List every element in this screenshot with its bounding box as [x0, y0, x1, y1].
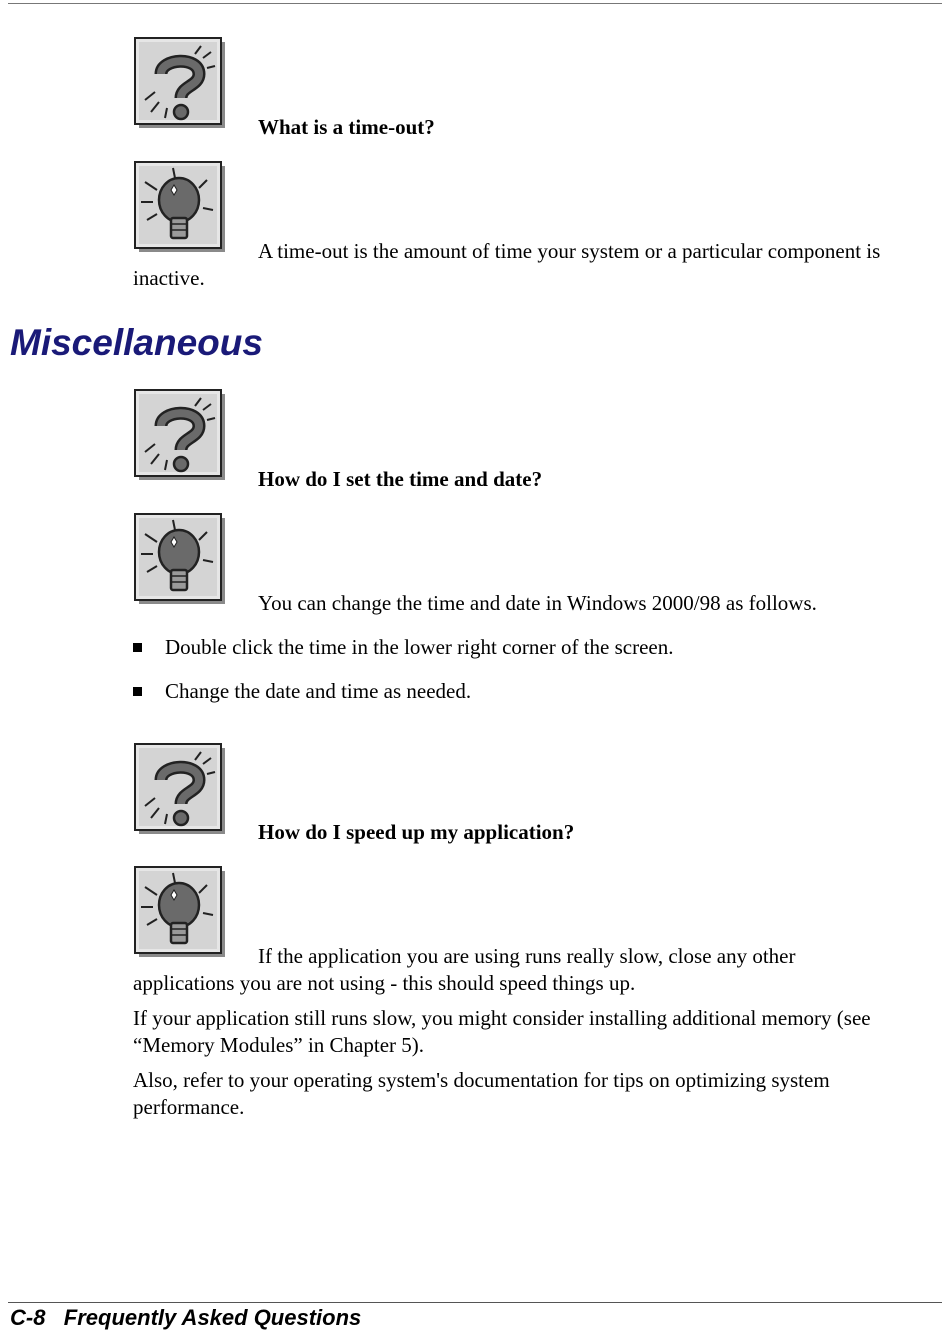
faq-answer-speed-line1: If the application you are using runs really slow, close any other — [258, 944, 796, 968]
faq-question-timeout: What is a time-out? — [258, 115, 435, 139]
list-item-text: Change the date and time as needed. — [165, 679, 472, 703]
bullet-square-icon — [133, 643, 142, 652]
page-number: C-8 — [10, 1305, 46, 1330]
paragraph-os-docs-line2: performance. — [133, 1095, 245, 1119]
section-heading: Miscellaneous — [10, 322, 263, 363]
paragraph-memory-line1: If your application still runs slow, you might consider installing additional memory (see — [133, 1006, 871, 1030]
faq-question-time-date: How do I set the time and date? — [258, 467, 543, 491]
question-mark-icon — [133, 388, 227, 482]
faq-answer-time-date: You can change the time and date in Windows 2000/98 as follows. — [258, 591, 817, 615]
faq-question-speed: How do I speed up my application? — [258, 820, 575, 844]
list-item-text: Double click the time in the lower right corner of the screen. — [165, 635, 674, 659]
faq-answer-timeout-line1: A time-out is the amount of time your system or a particular component is — [258, 239, 881, 263]
footer-title: Frequently Asked Questions — [63, 1305, 362, 1330]
paragraph-memory-line2: “Memory Modules” in Chapter 5). — [133, 1033, 425, 1057]
top-rule — [8, 3, 942, 4]
question-mark-icon — [133, 36, 227, 130]
lightbulb-icon — [133, 512, 227, 606]
lightbulb-icon — [133, 865, 227, 959]
footer-rule — [8, 1302, 942, 1303]
page-footer — [10, 1305, 361, 1331]
faq-answer-timeout-line2: inactive. — [133, 266, 205, 290]
paragraph-os-docs-line1: Also, refer to your operating system's documentation for tips on optimizing system — [133, 1068, 830, 1092]
bullet-square-icon — [133, 687, 142, 696]
faq-answer-speed-line2: applications you are not using - this should speed things up. — [133, 971, 636, 995]
question-mark-icon — [133, 742, 227, 836]
lightbulb-icon — [133, 160, 227, 254]
